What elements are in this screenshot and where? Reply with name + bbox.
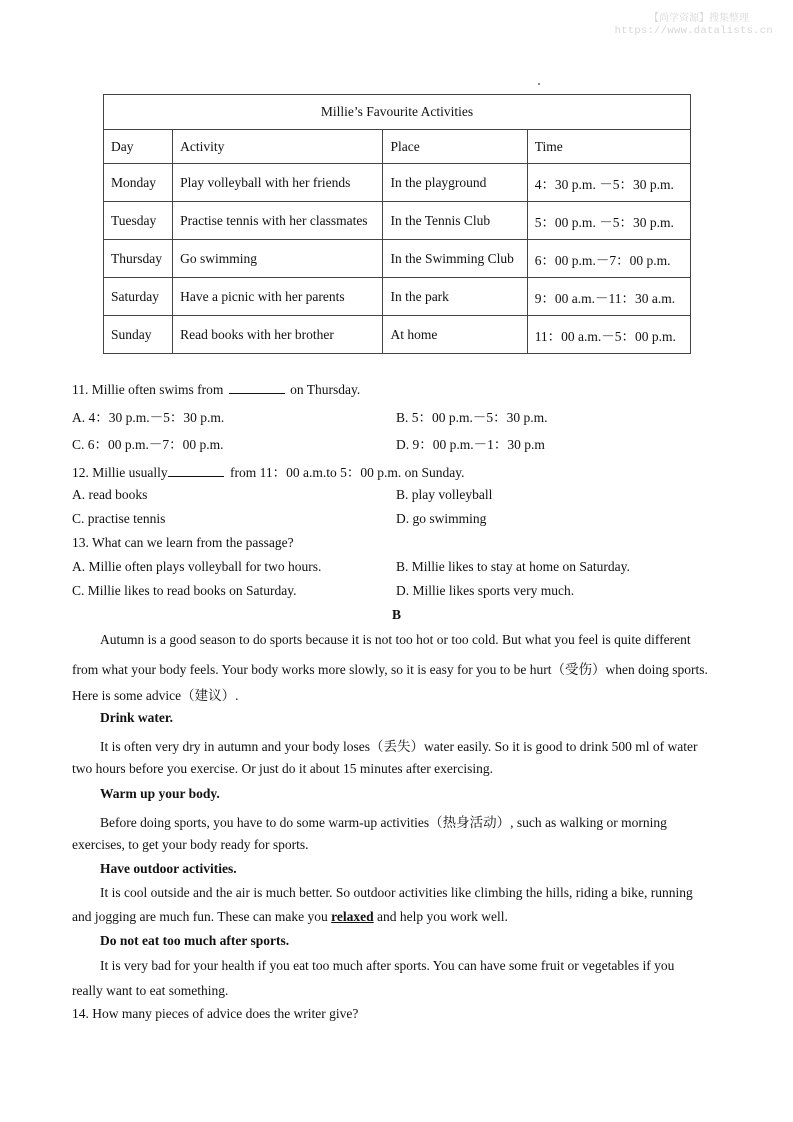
cell-activity: Read books with her brother [173, 316, 383, 354]
answer-blank [229, 381, 285, 394]
cell-place: In the park [383, 278, 527, 316]
cell-activity: Practise tennis with her classmates [173, 202, 383, 240]
cell-time: 5：00 p.m. －5：30 p.m. [527, 202, 690, 240]
cell-day: Tuesday [104, 202, 173, 240]
passage-intro-line: from what your body feels. Your body works more slowly, so it is easy for you to be hurt（受伤）when doing sports. [72, 662, 708, 677]
header-time: Time [527, 130, 690, 164]
q11-option-b: B. 5：00 p.m.－5：30 p.m. [396, 410, 548, 425]
cell-time: 4：30 p.m. －5：30 p.m. [527, 164, 690, 202]
question-13-stem: 13. What can we learn from the passage? [72, 535, 294, 550]
cell-day: Monday [104, 164, 173, 202]
watermark-source: 【尚学资源】搜集整理 [649, 13, 749, 24]
cell-place: In the Swimming Club [383, 240, 527, 278]
watermark [615, 12, 773, 38]
section-line: really want to eat something. [72, 983, 229, 998]
section-line: two hours before you exercise. Or just do it about 15 minutes after exercising. [72, 761, 494, 776]
cell-activity: Go swimming [173, 240, 383, 278]
activities-table [103, 94, 691, 354]
cell-place: At home [383, 316, 527, 354]
table-header-row [104, 130, 691, 164]
q13-option-b: B. Millie likes to stay at home on Saturday. [396, 559, 630, 574]
passage-intro-line: Here is some advice（建议）. [72, 688, 239, 703]
section-line: It is often very dry in autumn and your body loses（丢失）water easily. So it is good to drink 500 ml of water [100, 739, 698, 754]
table-row [104, 316, 691, 354]
table-row [104, 278, 691, 316]
table-row [104, 240, 691, 278]
underlined-word: relaxed [331, 909, 374, 924]
watermark-url: https://www.datalists.cn [614, 25, 773, 37]
stray-dot [538, 83, 540, 85]
section-line: It is cool outside and the air is much better. So outdoor activities like climbing the hills, riding a bike, running [100, 885, 693, 900]
header-activity: Activity [173, 130, 383, 164]
section-line: exercises, to get your body ready for sports. [72, 837, 309, 852]
cell-place: In the Tennis Club [383, 202, 527, 240]
header-day: Day [104, 130, 173, 164]
q13-option-d: D. Millie likes sports very much. [396, 583, 575, 598]
q13-option-c: C. Millie likes to read books on Saturday. [72, 583, 297, 598]
table-row [104, 164, 691, 202]
cell-time: 9：00 a.m.－11：30 a.m. [527, 278, 690, 316]
cell-day: Sunday [104, 316, 173, 354]
cell-time: 6：00 p.m.－7：00 p.m. [527, 240, 690, 278]
answer-blank [168, 464, 224, 477]
q12-option-d: D. go swimming [396, 511, 487, 526]
section-title-dont-eat: Do not eat too much after sports. [100, 933, 290, 948]
q11-option-c: C. 6：00 p.m.－7：00 p.m. [72, 437, 224, 452]
section-title-warm-up: Warm up your body. [100, 786, 220, 801]
table-row [104, 202, 691, 240]
cell-activity: Play volleyball with her friends [173, 164, 383, 202]
passage-intro-line: Autumn is a good season to do sports because it is not too hot or too cold. But what you feel is quite different [100, 632, 691, 647]
q13-option-a: A. Millie often plays volleyball for two hours. [72, 559, 322, 574]
section-line: Before doing sports, you have to do some warm-up activities（热身活动）, such as walking or morning [100, 815, 667, 830]
cell-day: Thursday [104, 240, 173, 278]
cell-day: Saturday [104, 278, 173, 316]
q12-option-a: A. read books [72, 487, 148, 502]
question-12-stem: 12. Millie usually from 11：00 a.m.to 5：00 p.m. on Sunday. [72, 465, 465, 480]
q11-option-d: D. 9：00 p.m.－1：30 p.m [396, 437, 545, 452]
section-title-outdoor: Have outdoor activities. [100, 861, 237, 876]
section-title-drink-water: Drink water. [100, 710, 173, 725]
section-line: It is very bad for your health if you eat too much after sports. You can have some fruit or vegetables if you [100, 958, 675, 973]
passage-b-heading: B [391, 607, 401, 622]
table-title: Millie’s Favourite Activities [104, 95, 691, 130]
q12-option-c: C. practise tennis [72, 511, 166, 526]
section-line: and jogging are much fun. These can make you relaxed and help you work well. [72, 909, 508, 924]
q11-option-a: A. 4：30 p.m.－5：30 p.m. [72, 410, 225, 425]
header-place: Place [383, 130, 527, 164]
cell-time: 11：00 a.m.－5：00 p.m. [527, 316, 690, 354]
question-11-stem: 11. Millie often swims from on Thursday. [72, 382, 361, 397]
q12-option-b: B. play volleyball [396, 487, 493, 502]
question-14-stem: 14. How many pieces of advice does the writer give? [72, 1006, 359, 1021]
cell-place: In the playground [383, 164, 527, 202]
cell-activity: Have a picnic with her parents [173, 278, 383, 316]
